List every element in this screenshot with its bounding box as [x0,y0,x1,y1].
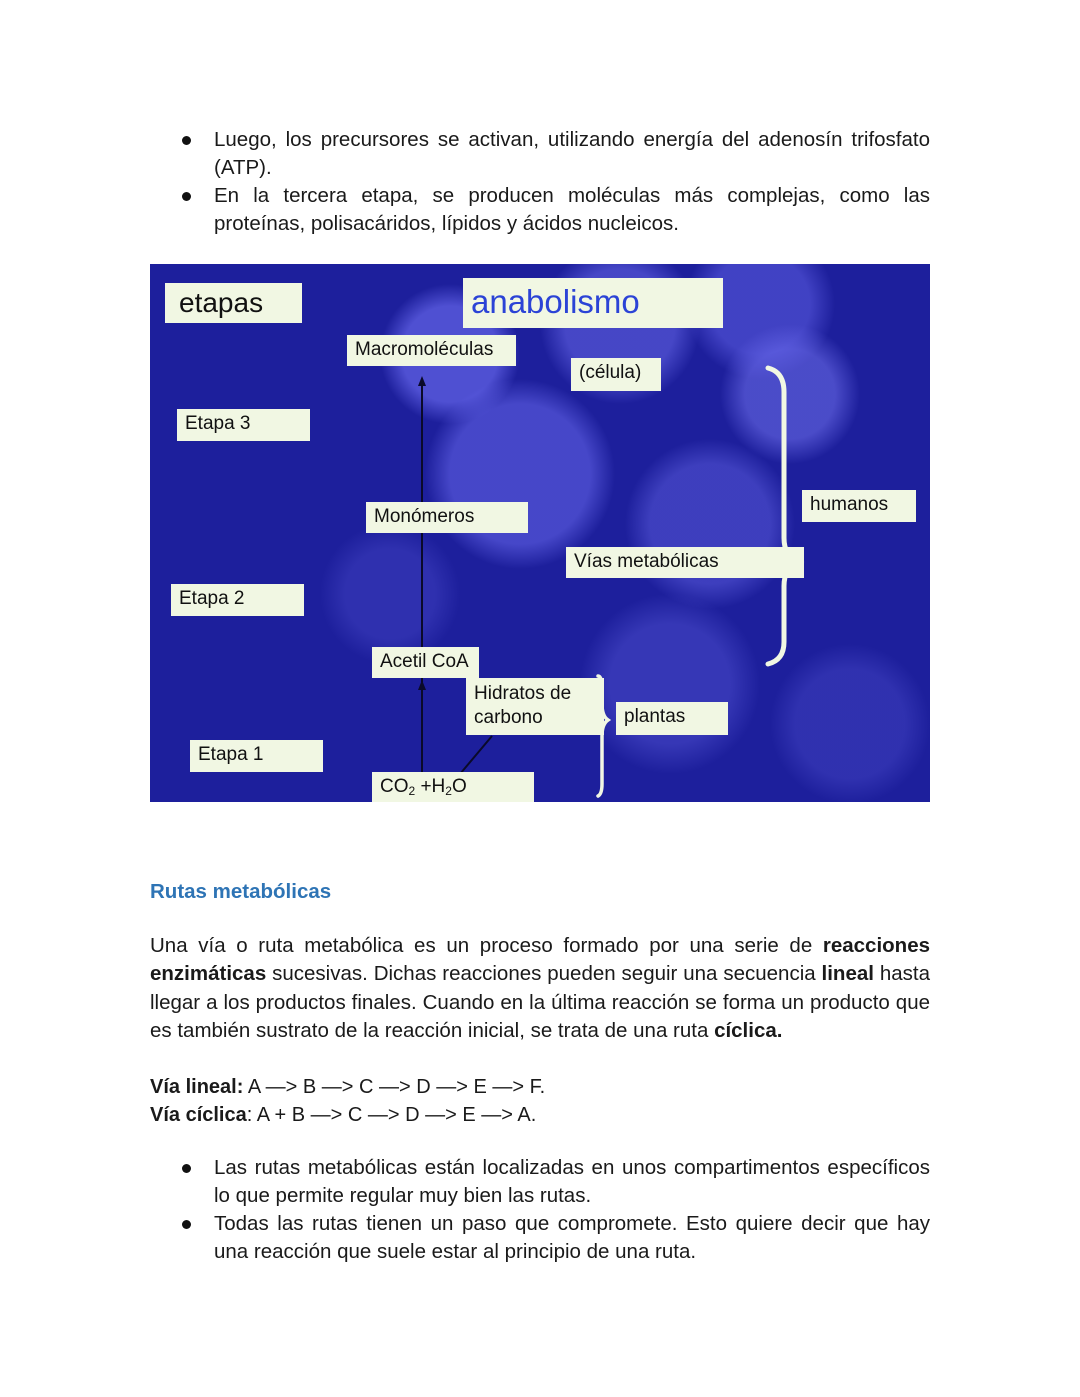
acetil-coa-label: Acetil CoA [372,647,479,678]
co2-h2o-label [372,772,534,802]
humanos-label: humanos [802,490,916,522]
rutas-bullet-list [150,1154,930,1266]
macromoleculas-label: Macromoléculas [347,335,516,366]
h2o-subscript: 2 [445,784,452,798]
h2o-prefix: +H [415,776,446,797]
lower-arrow-head [418,680,426,690]
paragraph-bold: lineal [821,962,874,986]
section-paragraph [150,932,930,1045]
intro-bullet-list [150,126,930,238]
list-item: Las rutas metabólicas están localizadas en unos compartimentos específicos lo que permite regular muy bien las rutas. [150,1154,930,1210]
etapas-label: etapas [165,283,302,323]
diagram-title: anabolismo [463,278,723,328]
via-ciclica-line [150,1101,536,1129]
list-item: Todas las rutas tienen un paso que compromete. Esto quiere decir que hay una reacción que suele estar al principio de una ruta. [150,1210,930,1266]
vias-metabolicas-label: Vías metabólicas [566,547,804,578]
via-ciclica-text: : A + B —> C —> D —> E —> A. [246,1104,537,1126]
celula-label: (célula) [571,358,661,391]
paragraph-bold: reacciones enzimáticas [150,934,930,986]
paragraph-text: hasta llegar a los productos finales. Cuando en la última reacción se forma un producto que es también sustrato de la reacción inicial, se trata de una ruta [150,962,930,1042]
h2o-suffix: O [451,776,467,797]
paragraph-bold: cíclica. [714,1018,783,1042]
via-ciclica-label: Vía cíclica [150,1104,247,1126]
etapa-3-label: Etapa 3 [177,409,310,441]
plantas-label: plantas [616,702,728,735]
paragraph-text: sucesivas. Dichas reacciones pueden seguir una secuencia [266,962,822,986]
monomeros-label: Monómeros [366,502,528,533]
large-brace [768,368,798,664]
etapa-2-label: Etapa 2 [171,584,304,616]
list-item: En la tercera etapa, se producen moléculas más complejas, como las proteínas, polisacáridos, lípidos y ácidos nucleicos. [150,182,930,238]
hidratos-label: Hidratos de carbono [466,678,604,735]
anabolism-diagram [150,264,930,802]
via-lineal-line [150,1073,545,1101]
main-arrow-head [418,376,426,386]
list-item: Luego, los precursores se activan, utilizando energía del adenosín trifosfato (ATP). [150,126,930,182]
diagonal-arrow [460,736,492,774]
etapa-1-label: Etapa 1 [190,740,323,772]
co2-text: CO [380,776,409,797]
co2-subscript: 2 [408,784,416,798]
via-lineal-label: Vía lineal: [150,1076,244,1098]
paragraph-text: Una vía o ruta metabólica es un proceso formado por una serie de [150,934,823,957]
via-lineal-text: A —> B —> C —> D —> E —> F. [243,1076,546,1098]
section-heading: Rutas metabólicas [150,880,332,903]
